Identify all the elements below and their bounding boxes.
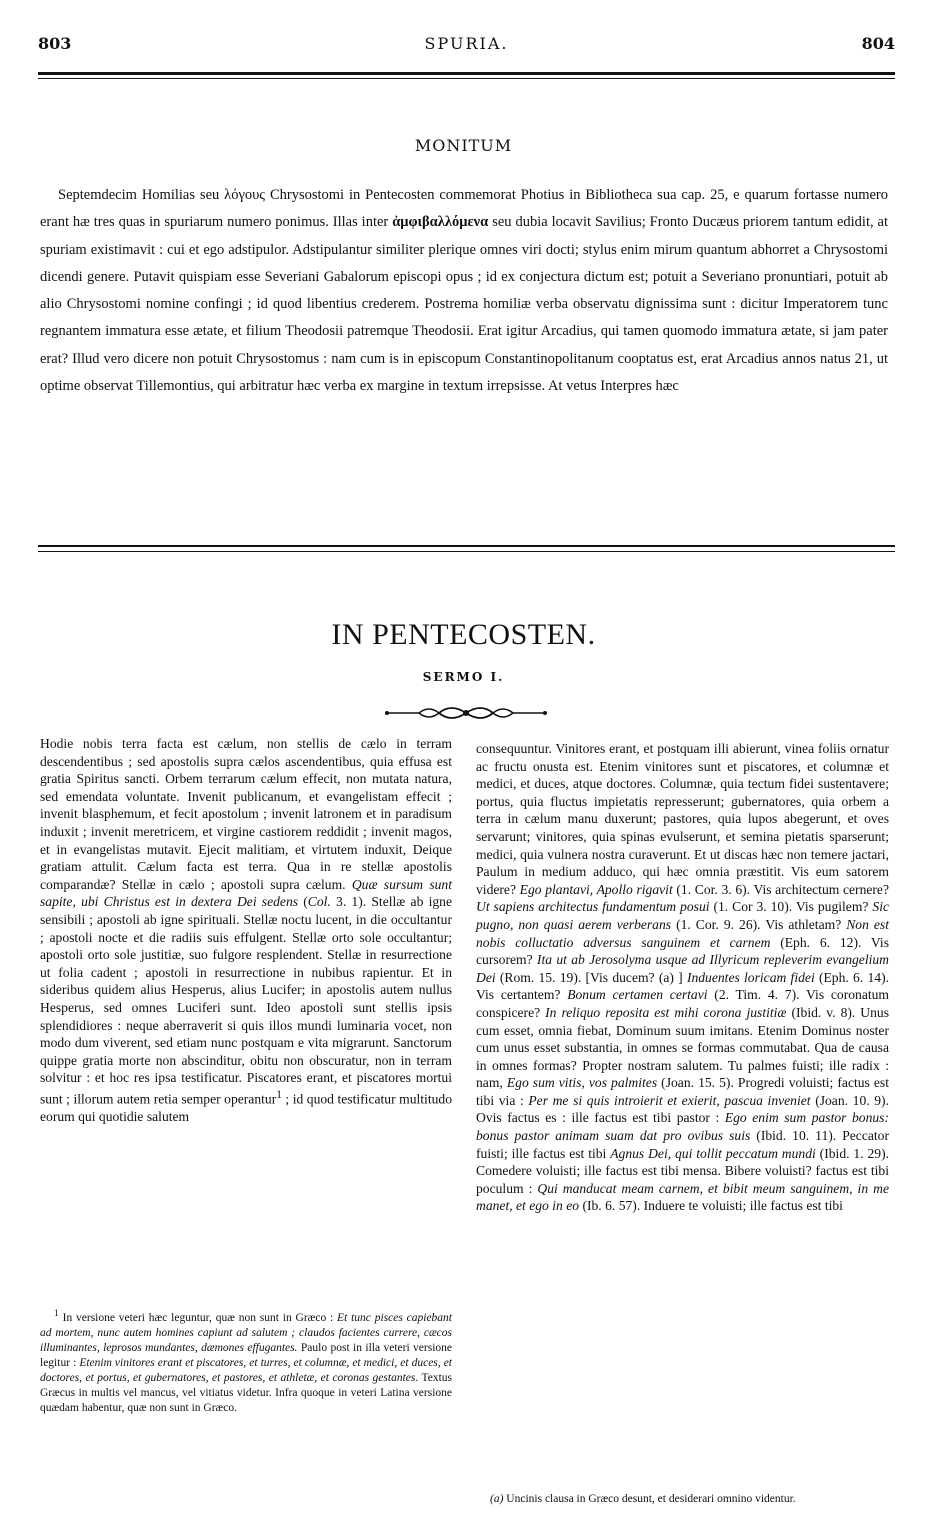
text-run: (1. Cor. 9. 26). Vis athletam? [671,916,847,932]
scripture-quote: Sic pugno, non quasi aerem verberans [476,899,890,932]
text-run: (Ib. 6. 57). Induere te voluisti; ille factus est tibi [579,1198,843,1214]
page-header [38,26,895,66]
text-run: (Joan. 10. 9). Ovis factus es : ille factus est tibi pastor : [476,1092,889,1126]
text-run: Uncinis clausa in Græco desunt, et desiderari omnino videntur. [503,1493,796,1505]
text-run: ; id quod testificatur multitudo eorum qui quotidie salutem [40,1091,452,1124]
text-run: (2. Tim. 4. 7). Vis coronatum conspicere? [476,987,889,1020]
text-run: Hodie nobis terra facta est cælum, non stellis de cælo in terram descendentibus ; sed apostolis supra cælos ascendentibus, quia effusa est gratia Spiritus sancti. Orbem terrarum cælum effecit, non mutata natura, sed emendata voluntate. Invenit publicanum, et evangelistam effecit ; invenit blasphemum, et fecit apostolum ; invenit latronem et in paradisum induxit ; invenit meretricem, et virgine castiorem reddidit ; invenit magos, et in evangelistas mutavit. Ejecit malitiam, et virtutem induxit, Deique gratiam attulit. Cælum facta est terra. Qua in re stellæ apostolis comparandæ? Stellæ in cælo ; apostoli supra cælum. [40,736,452,892]
scripture-quote: Ego enim sum pastor bonus: bonus pastor animam suam dat pro ovibus suis [476,1110,889,1144]
footnote-right [476,1492,889,1507]
text-run: 3. 1). Stellæ ab igne sensibili ; apostoli ab igne spirituali. Stellæ noctu lucent, in die occultantur ; apostoli nocte et die radiis suis effulgent. Stellæ orto sole occultantur; apostoli orto sole justitiæ, suo fulgore resplendent. Stellæ in resurrectione ut folia cadent ; apostoli in resurrectione in nubibus rapientur. Et in sideribus quidem alius Hesperus, alius Lucifer; in apostolis autem nullus Hesperus, sed omnes Luciferi sunt. Ideo apostoli sunt stellis ipsis splendidiores : neque aberraverit si quis illos mundi luminaria vocet, non modo dum viverent, sed etiam nunc postquam e vita migrarunt. Sanctorum quippe gratia morte non abscinditur, obitu non obscuratur, non in terram solvitur : et hoc res ipsa testificatur. Piscatores erant, et piscatores mortui sunt ; illorum autem retia semper operantur [40,894,452,1107]
ornament-divider-icon [383,702,549,724]
italic-run: Et tunc pisces capiebant ad mortem, nunc autem homines capiunt ad salutem ; claudos facientes currere, cæcos illuminantes, leprosos mundantes, dæmones effugantes. [40,1311,452,1354]
left-column [40,735,452,1126]
monitum-heading: MONITUM [414,136,513,155]
scripture-quote: Agnus Dei, qui tollit peccatum mundi [610,1145,816,1161]
text-run: (1. Cor 3. 10). Vis pugilem? [709,899,873,915]
page-number-right: 804 [861,34,895,53]
footnote-mark: (a) [490,1493,504,1505]
scripture-quote: Quæ sursum sunt sapite, ubi Christus est in dextera Dei sedens [40,876,452,910]
text-run: In versione veteri hæc leguntur, quæ non sunt in Græco : [58,1311,338,1324]
sermon-title: IN PENTECOSTEN. [331,618,596,651]
scripture-quote: Non est nobis colluctatio adversus sanguinem et carnem [476,916,889,950]
text-run: Paulo post in illa veteri versione legitur : [40,1341,453,1369]
text-run: (Ibid. 10. 11). Peccator fuisti; ille factus est tibi [476,1128,889,1161]
monitum-text-2: Chrysostomi in Pentecosten commemorat Photius in Bibliotheca sua cap. 25, e quarum fortasse numero erant hæ tres quas in spuriarum numero ponimus. Illas inter [40,187,888,231]
monitum-text-1: Septemdecim Homilias seu [58,187,225,203]
text-run: (Eph. 6. 12). Vis cursorem? [476,934,889,968]
text-run: (Rom. 15. 19). [Vis ducem? (a) ] [495,969,687,985]
footnote-left [40,1306,452,1416]
header-rule-thin [38,78,895,79]
scripture-quote: Per me si quis introierit et exierit, pascua inveniet [528,1092,811,1108]
text-run: consequuntur. Vinitores erant, et postquam illi abierunt, vinea foliis ornatur ac fructu onusta est. Etenim vinitores sunt et piscatores, et columnæ et medici, et duces, atque doctores. Columnæ, quia tectum fidei sustentavere; portus, quia fluctus impietatis represserunt; gubernatores, quia orbem a terra in cælum manu duxerunt; pastores, quia lupos abegerunt, et oves servarunt; vinitores, quia spinas evulserunt, et semina pietatis sparserunt; medici, quia vulnera nostra curaverunt. Et ut discas hæc non temere jactari, Paulum in medium adduco, qui hæc omnia præstitit. Vis eum satorem videre? [476,741,889,897]
monitum-paragraph [40,182,888,400]
text-run: (Joan. 15. 5). Progredi voluisti; factus est tibi via : [476,1075,889,1108]
scripture-quote: Induentes loricam fidei [686,969,815,985]
right-column-paragraph [476,740,889,1215]
section-rule [38,545,895,547]
monitum-text-3: seu dubia locavit Savilius; Fronto Ducæus priorem tantum edidit, at spuriam existimavit : cui et ego adstipulor. Adstipulantur similiter plerique omnes viri docti; stylus enim mirum quantum abhorret a Chrysostomi dicendi genere. Putavit quispiam esse Severiani Gabalorum episcopi opus ; id ex conjectura dictum est; potuit a Severiano pronuntiari, potuit ab alio Chrysostomi nomine confingi ; id quod libentius crederem. Postrema homiliæ verba observatu dignissima sunt : dicitur Imperatorem tunc regnantem immatura esse ætate, et filium Theodosii patremque Theodosii. Erat igitur Arcadius, qui tamen quomodo immatura ætate, si jam pater erat? Illud vero dicere non potuit Chrysostomus : nam cum is in episcopum Constantinopolitanum cooptatus est, erat Arcadius annos natus 21, ut optime observat Tillemontius, qui arbitratur hæc verba ex margine in textum irrepsisse. At vetus Interpres hæc [40,214,888,395]
text-run: (1. Cor. 3. 6). Vis architectum cernere? [672,881,889,897]
text-run: (Ibid. 1. 29). Comedere voluisti; ille factus est tibi mensa. Bibere voluisti? factus est tibi poculum : [476,1145,890,1196]
left-column-paragraph [40,735,452,1126]
text-run: (Ibid. v. 8). Unus cum esset, omnia fiebat, Dominum suum imitans. Etenim Dominus noster cum unus esset substantia, in omnes se formas commutabat. Qua de causa in omnes formas? Propter nostram salutem. Tu palmes fuisti; ille radix : nam, [476,1004,889,1091]
scripture-ref: Col. [307,894,331,910]
monitum-greek-1: λόγους [224,187,266,203]
text-run: ( [298,894,308,910]
footnote-mark: 1 [54,1308,59,1319]
scripture-quote: In reliquo reposita est mihi corona justitiæ [545,1004,787,1020]
monitum-greek-2: ἀμφιβαλλόμενα [392,214,489,231]
scripture-quote: Ita ut ab Jerosolyma usque ad Illyricum repleverim evangelium Dei [476,952,889,985]
scripture-quote: Ego plantavi, Apollo rigavit [519,881,673,897]
scripture-quote: Qui manducat meam carnem, et bibit meum sanguinem, in me manet, et ego in eo [476,1180,889,1214]
header-rule [38,72,895,75]
right-column [476,740,889,1215]
page-number-left: 803 [38,34,72,53]
scripture-quote: Bonum certamen certavi [567,987,708,1003]
text-run: Textus Græcus in multis vel mancus, vel vitiatus videtur. Infra quoque in veteri Latina versione quædam habentur, quæ non sunt in Græco. [40,1371,452,1414]
scripture-quote: Ut sapiens architectus fundamentum posui [476,899,710,915]
footnote-ref: 1 [276,1088,282,1101]
running-title: SPURIA. [424,34,509,53]
scripture-quote: Ego sum vitis, vos palmites [506,1075,658,1091]
italic-run: Etenim vinitores erant et piscatores, et turres, et columnæ, et medici, et duces, et doctores, et portus, et gubernatores, et pastores, et athletæ, et coronas gestantes. [40,1356,452,1384]
text-run: (Eph. 6. 14). Vis certantem? [476,969,889,1003]
sermo-label: SERMO I. [422,670,505,684]
section-rule-thin [38,551,895,552]
